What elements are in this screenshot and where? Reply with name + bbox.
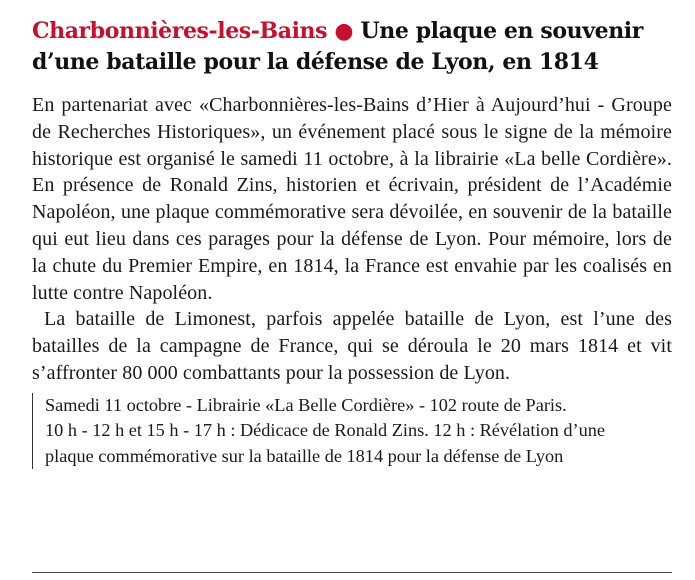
article <box>32 0 672 469</box>
paragraph-1: En partenariat avec «Charbonnières-les-Bains d’Hier à Aujourd’hui - Groupe de Recherches Historiques», un événement placé sous le signe de la mémoire historique est organisé le samedi 11 octobre, à la librairie «La belle Cordière». En présence de Ronald Zins, historien et écrivain, président de l’Académie Napoléon, une plaque commémorative sera dévoilée, en souvenir de la bataille qui eut lieu dans ces parages pour la défense de Lyon. Pour mémoire, lors de la chute du Premier Empire, en 1814, la France est envahie par les coalisés en lutte contre Napoléon. <box>32 94 672 304</box>
practical-line: plaque commémorative sur la bataille de 1814 pour la défense de Lyon <box>45 445 564 466</box>
practical-line: 10 h - 12 h et 15 h - 17 h : Dédicace de Ronald Zins. 12 h : Révélation d’une <box>45 420 605 441</box>
article-body <box>32 92 672 387</box>
headline <box>32 16 672 78</box>
practical-info-box <box>32 393 672 470</box>
paragraph-2: La bataille de Limonest, parfois appelée bataille de Lyon, est l’une des batailles de la campagne de France, qui se déroula le 20 mars 1814 et vit s’affronter 80 000 combattants pour la possession de Lyon. <box>32 308 672 384</box>
bottom-divider <box>32 572 672 573</box>
kicker-location: Charbonnières-les-Bains <box>32 18 328 44</box>
bullet-icon: ● <box>334 18 354 44</box>
practical-line: Samedi 11 octobre - Librairie «La Belle Cordière» - 102 route de Paris. <box>45 394 567 415</box>
headline-text: Une plaque en souvenir d’une bataille pour la défense de Lyon, en 1814 <box>32 18 643 75</box>
